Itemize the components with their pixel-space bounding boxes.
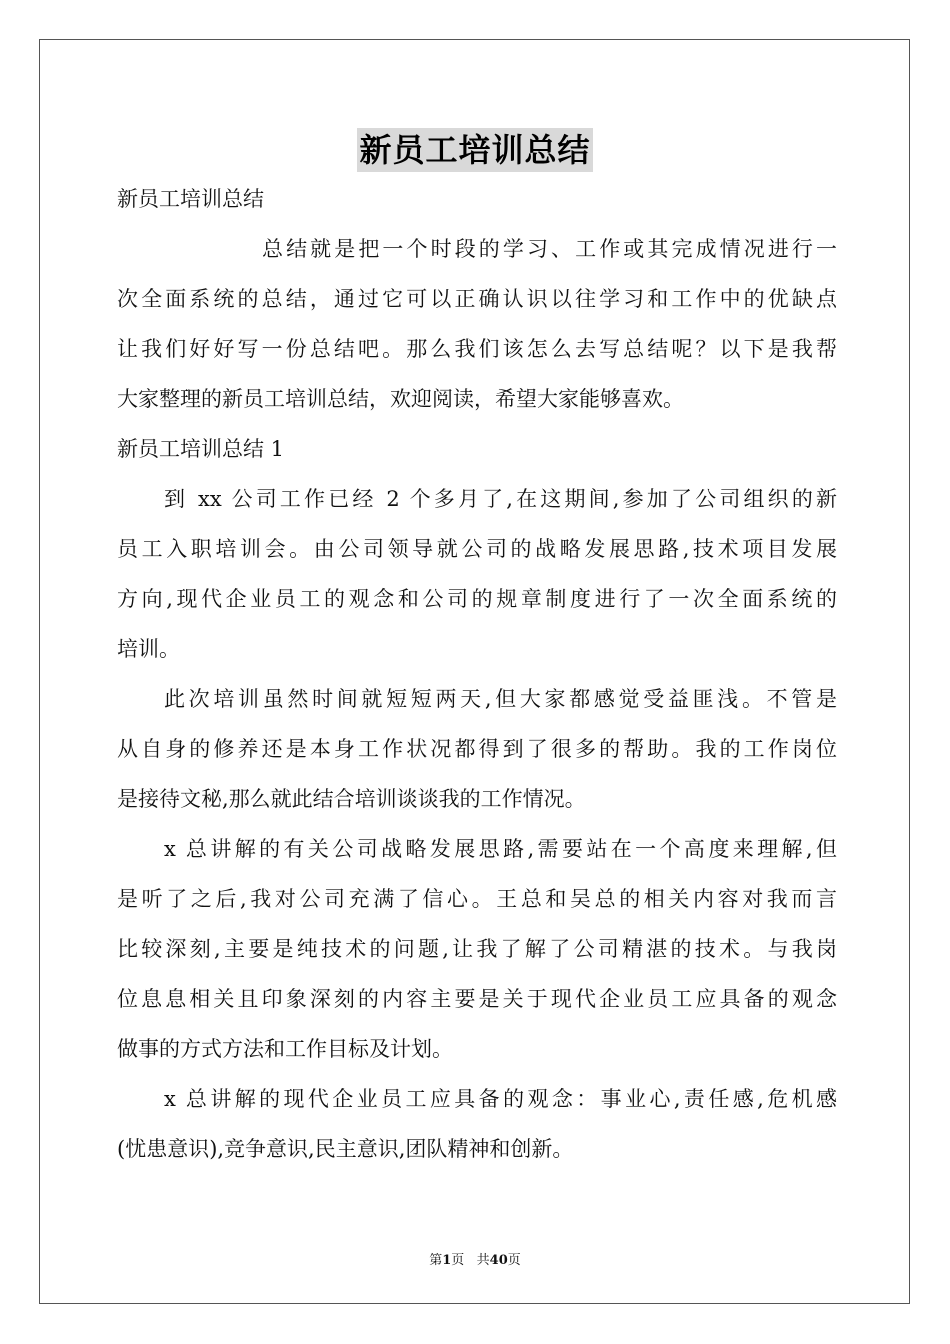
- intro-line: 总结就是把一个时段的学习、工作或其完成情况进行一: [262, 237, 837, 261]
- paragraph-line: 位息息相关且印象深刻的内容主要是关于现代企业员工应具备的观念: [117, 987, 837, 1011]
- subtitle: 新员工培训总结: [117, 187, 264, 211]
- paragraph-line: x 总讲解的有关公司战略发展思路,需要站在一个高度来理解,但: [164, 837, 837, 861]
- paragraph-line: 从自身的修养还是本身工作状况都得到了很多的帮助。我的工作岗位: [117, 737, 837, 761]
- paragraph-line: 培训。: [117, 637, 180, 661]
- paragraph-line: (忧患意识),竞争意识,民主意识,团队精神和创新。: [117, 1137, 574, 1161]
- paragraph-line: 到 xx 公司工作已经 2 个多月了,在这期间,参加了公司组织的新: [164, 487, 837, 511]
- footer-mid: 页 共: [451, 1253, 490, 1268]
- intro-line: 次全面系统的总结，通过它可以正确认识以往学习和工作中的优缺点: [117, 287, 837, 311]
- paragraph-line: 是接待文秘,那么就此结合培训谈谈我的工作情况。: [117, 787, 586, 811]
- section-heading: 新员工培训总结 1: [117, 437, 285, 461]
- page-border: [39, 39, 910, 1304]
- current-page-number: 1: [442, 1253, 452, 1268]
- paragraph-line: 比较深刻,主要是纯技术的问题,让我了解了公司精湛的技术。与我岗: [117, 937, 837, 961]
- footer-suffix: 页: [507, 1253, 521, 1268]
- paragraph-line: 做事的方式方法和工作目标及计划。: [117, 1037, 453, 1061]
- title-container: [0, 128, 950, 172]
- intro-line: 大家整理的新员工培训总结，欢迎阅读，希望大家能够喜欢。: [117, 387, 684, 411]
- paragraph-line: 方向,现代企业员工的观念和公司的规章制度进行了一次全面系统的: [117, 587, 837, 611]
- paragraph-line: 此次培训虽然时间就短短两天,但大家都感觉受益匪浅。不管是: [164, 687, 837, 711]
- page-footer: [0, 1249, 950, 1268]
- paragraph-line: 员工入职培训会。由公司领导就公司的战略发展思路,技术项目发展: [117, 537, 837, 561]
- document-title: 新员工培训总结: [357, 128, 592, 172]
- footer-prefix: 第: [429, 1253, 443, 1268]
- total-page-number: 40: [489, 1253, 508, 1268]
- paragraph-line: 是听了之后,我对公司充满了信心。王总和吴总的相关内容对我而言: [117, 887, 837, 911]
- intro-line: 让我们好好写一份总结吧。那么我们该怎么去写总结呢？以下是我帮: [117, 337, 837, 361]
- paragraph-line: x 总讲解的现代企业员工应具备的观念：事业心,责任感,危机感: [164, 1087, 837, 1111]
